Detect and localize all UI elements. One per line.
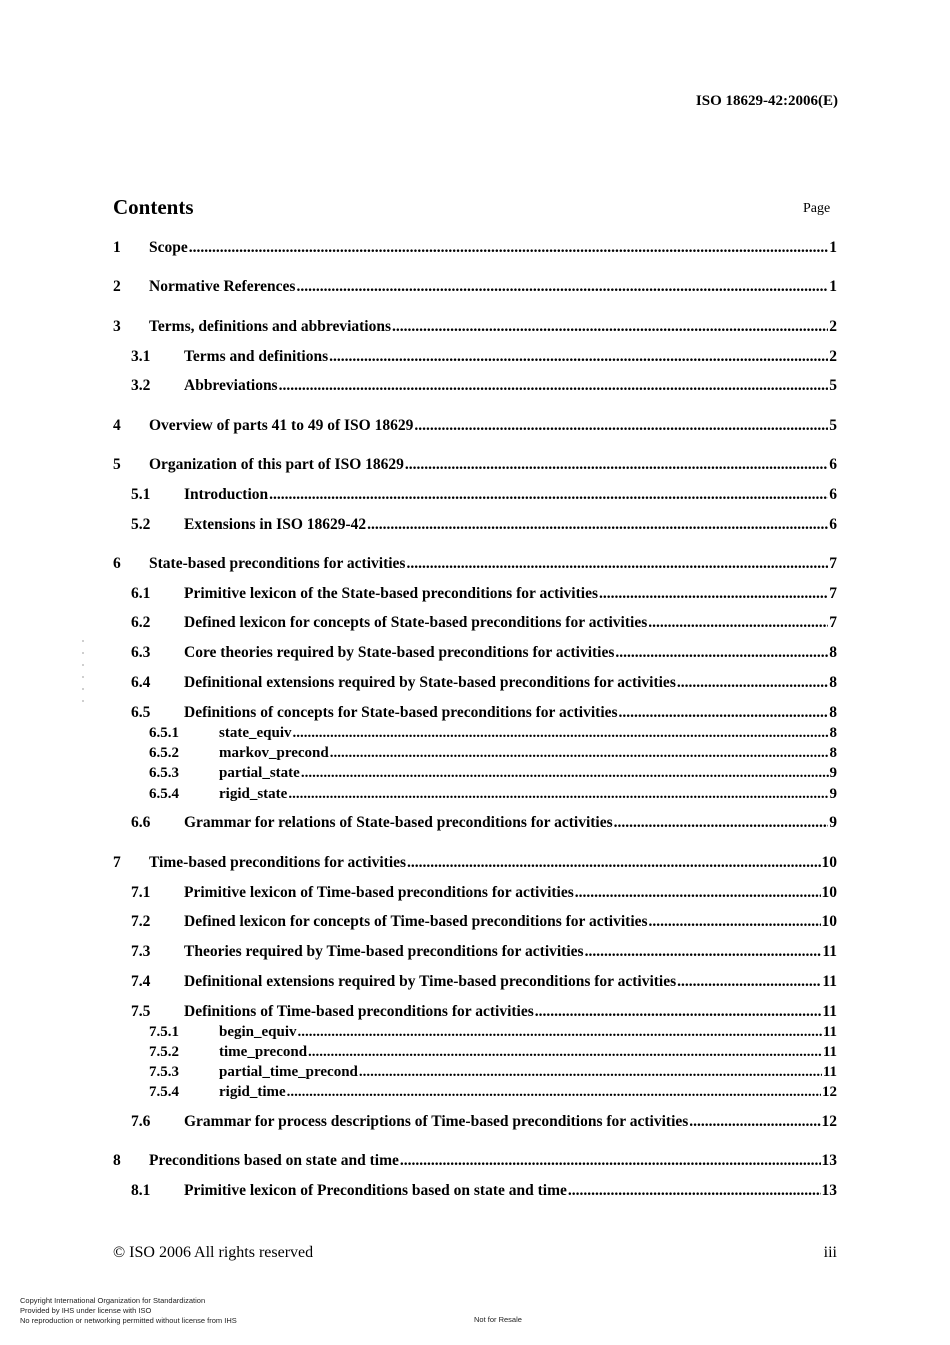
toc-dot-leader: [648, 613, 828, 633]
toc-entry-number: 6.6: [131, 814, 151, 831]
toc-dot-leader: [677, 673, 828, 693]
toc-entry-page: 5: [829, 377, 837, 394]
toc-entry-title: Abbreviations: [184, 377, 278, 394]
toc-entry[interactable]: [131, 347, 837, 367]
toc-entry-page: 10: [821, 884, 837, 901]
toc-dot-leader: [308, 1042, 822, 1062]
toc-entry-title: Definitional extensions required by Time-based preconditions for activities: [184, 973, 677, 990]
toc-entry[interactable]: [149, 1082, 837, 1102]
toc-entry-page: 9: [829, 765, 837, 781]
toc-entry-number: 7.2: [131, 913, 151, 930]
toc-dot-leader: [301, 763, 829, 783]
toc-dot-leader: [367, 515, 828, 535]
toc-entry[interactable]: [113, 317, 837, 337]
toc-entry-number: 4: [113, 417, 121, 434]
toc-entry-title: Grammar for relations of State-based preconditions for activities: [184, 814, 613, 831]
toc-entry-title: Scope: [149, 239, 188, 256]
toc-entry[interactable]: [131, 613, 837, 633]
footer-page-number: iii: [823, 1244, 837, 1261]
toc-entry-page: 1: [829, 278, 837, 295]
toc-entry-title: Primitive lexicon of Time-based preconditions for activities: [184, 884, 574, 901]
toc-entry-number: 6.5.4: [149, 786, 179, 802]
toc-entry-page: 9: [829, 814, 837, 831]
toc-dot-leader: [689, 1112, 820, 1132]
toc-entry-number: 7.4: [131, 973, 151, 990]
toc-entry-number: 6.5.1: [149, 725, 179, 741]
toc-entry-number: 7.1: [131, 884, 151, 901]
toc-entry-page: 2: [829, 348, 837, 365]
toc-dot-leader: [677, 972, 821, 992]
toc-entry[interactable]: [131, 584, 837, 604]
toc-entry-title: Primitive lexicon of Preconditions based on state and time: [184, 1182, 567, 1199]
toc-entry-page: 10: [821, 854, 837, 871]
toc-entry-title: begin_equiv: [219, 1024, 297, 1040]
toc-entry-number: 6.5.3: [149, 765, 179, 781]
toc-entry[interactable]: [131, 813, 837, 833]
toc-entry[interactable]: [131, 703, 837, 723]
toc-entry-number: 6.1: [131, 585, 151, 602]
toc-dot-leader: [329, 347, 828, 367]
toc-entry-page: 10: [821, 913, 837, 930]
toc-entry[interactable]: [149, 1042, 837, 1062]
toc-dot-leader: [330, 743, 829, 763]
toc-entry-title: partial_time_precond: [219, 1064, 358, 1080]
not-for-resale-notice: Not for Resale: [474, 1315, 522, 1324]
toc-entry[interactable]: [149, 723, 837, 743]
toc-entry[interactable]: [113, 277, 837, 297]
toc-entry-number: 6.4: [131, 674, 151, 691]
toc-entry-title: Overview of parts 41 to 49 of ISO 18629: [149, 417, 414, 434]
toc-entry-number: 3.1: [131, 348, 151, 365]
toc-entry-title: partial_state: [219, 765, 300, 781]
toc-entry[interactable]: [131, 515, 837, 535]
toc-entry-number: 7.6: [131, 1113, 151, 1130]
toc-entry[interactable]: [149, 1062, 837, 1082]
toc-dot-leader: [599, 584, 828, 604]
toc-entry[interactable]: [131, 942, 837, 962]
toc-entry-page: 11: [822, 1003, 837, 1020]
license-line: Provided by IHS under license with ISO: [20, 1306, 152, 1315]
toc-entry-title: Organization of this part of ISO 18629: [149, 456, 404, 473]
toc-dot-leader: [293, 723, 829, 743]
toc-entry-number: 7.5: [131, 1003, 151, 1020]
toc-entry[interactable]: [113, 853, 837, 873]
page-column-label: Page: [803, 201, 831, 216]
toc-entry[interactable]: [149, 1022, 837, 1042]
toc-entry-page: 8: [829, 725, 837, 741]
toc-entry-page: 13: [821, 1152, 837, 1169]
toc-dot-leader: [406, 554, 828, 574]
toc-entry-page: 1: [829, 239, 837, 256]
toc-entry[interactable]: [131, 1112, 837, 1132]
toc-dot-leader: [298, 1022, 822, 1042]
toc-entry-title: Definitional extensions required by State-based preconditions for activities: [184, 674, 676, 691]
toc-entry-title: Defined lexicon for concepts of State-based preconditions for activities: [184, 614, 648, 631]
toc-entry-page: 11: [822, 1064, 837, 1080]
toc-entry-page: 2: [829, 318, 837, 335]
toc-entry-title: Time-based preconditions for activities: [149, 854, 407, 871]
toc-dot-leader: [400, 1151, 821, 1171]
toc-entry-page: 11: [822, 943, 837, 960]
toc-entry-number: 6.5: [131, 704, 151, 721]
toc-entry[interactable]: [149, 743, 837, 763]
footer-copyright: © ISO 2006 All rights reserved: [113, 1244, 314, 1261]
toc-entry-number: 5: [113, 456, 121, 473]
toc-entry-title: Definitions of concepts for State-based preconditions for activities: [184, 704, 618, 721]
toc-entry-title: Preconditions based on state and time: [149, 1152, 399, 1169]
contents-title: Contents: [113, 195, 194, 219]
toc-entry-number: 7.5.2: [149, 1044, 179, 1060]
toc-dot-leader: [269, 485, 828, 505]
toc-entry[interactable]: [149, 763, 837, 783]
toc-entry-page: 8: [829, 674, 837, 691]
toc-entry-title: State-based preconditions for activities: [149, 555, 406, 572]
toc-entry[interactable]: [131, 912, 837, 932]
toc-entry-page: 8: [829, 704, 837, 721]
toc-entry-page: 11: [822, 1044, 837, 1060]
toc-entry-title: Introduction: [184, 486, 269, 503]
license-line: No reproduction or networking permitted without license from IHS: [20, 1316, 237, 1325]
toc-dot-leader: [649, 912, 821, 932]
toc-entry-number: 7.5.3: [149, 1064, 179, 1080]
toc-entry-number: 2: [113, 278, 121, 295]
toc-entry-page: 6: [829, 456, 837, 473]
toc-entry[interactable]: [131, 673, 837, 693]
license-line: Copyright International Organization for Standardization: [20, 1296, 206, 1305]
toc-entry[interactable]: [131, 485, 837, 505]
toc-entry[interactable]: [113, 238, 837, 258]
document-id: ISO 18629-42:2006(E): [695, 93, 838, 109]
toc-entry[interactable]: [131, 883, 837, 903]
toc-entry-title: markov_precond: [219, 745, 329, 761]
toc-dot-leader: [535, 1002, 822, 1022]
toc-entry-title: Grammar for process descriptions of Time-based preconditions for activities: [184, 1113, 689, 1130]
toc-dot-leader: [279, 376, 829, 396]
toc-entry-number: 3: [113, 318, 121, 335]
toc-dot-leader: [585, 942, 822, 962]
toc-entry-page: 12: [821, 1113, 837, 1130]
toc-entry-title: Terms and definitions: [184, 348, 329, 365]
toc-entry[interactable]: [131, 643, 837, 663]
toc-entry-title: Extensions in ISO 18629-42: [184, 516, 367, 533]
toc-dot-leader: [296, 277, 828, 297]
toc-entry-number: 7.5.4: [149, 1084, 179, 1100]
toc-entry-title: Definitions of Time-based preconditions for activities: [184, 1003, 534, 1020]
toc-entry-page: 8: [829, 745, 837, 761]
toc-entry-title: Primitive lexicon of the State-based preconditions for activities: [184, 585, 598, 602]
toc-entry-number: 7.3: [131, 943, 151, 960]
toc-dot-leader: [392, 317, 828, 337]
toc-dot-leader: [189, 238, 829, 258]
toc-entry[interactable]: [113, 455, 837, 475]
toc-entry-page: 6: [829, 516, 837, 533]
toc-entry-number: 7: [113, 854, 121, 871]
license-notice: [20, 1296, 237, 1326]
toc-entry-title: Defined lexicon for concepts of Time-based preconditions for activities: [184, 913, 648, 930]
toc-entry-page: 6: [829, 486, 837, 503]
toc-entry-page: 13: [821, 1182, 837, 1199]
toc-entry-number: 5.1: [131, 486, 151, 503]
toc-dot-leader: [619, 703, 829, 723]
toc-entry-number: 6.5.2: [149, 745, 179, 761]
toc-dot-leader: [405, 455, 828, 475]
toc-entry-page: 11: [822, 1024, 837, 1040]
toc-entry[interactable]: [131, 1181, 837, 1201]
toc-entry-number: 5.2: [131, 516, 151, 533]
toc-entry[interactable]: [149, 784, 837, 804]
toc-dot-leader: [287, 1082, 821, 1102]
toc-dot-leader: [614, 813, 829, 833]
toc-entry-page: 12: [822, 1084, 837, 1100]
toc-entry-number: 6.3: [131, 644, 151, 661]
toc-entry-page: 5: [829, 417, 837, 434]
toc-dot-leader: [288, 784, 828, 804]
toc-dot-leader: [568, 1181, 821, 1201]
toc-entry-title: Normative References: [149, 278, 296, 295]
toc-entry-page: 9: [829, 786, 837, 802]
toc-entry-page: 11: [822, 973, 837, 990]
side-margin-mark: [80, 640, 86, 740]
toc-dot-leader: [359, 1062, 822, 1082]
toc-entry-number: 6.2: [131, 614, 151, 631]
toc-entry[interactable]: [113, 416, 837, 436]
toc-entry[interactable]: [131, 376, 837, 396]
toc-dot-leader: [615, 643, 828, 663]
toc-dot-leader: [414, 416, 828, 436]
toc-entry-number: 1: [113, 239, 121, 256]
toc-dot-leader: [407, 853, 820, 873]
toc-entry-title: Theories required by Time-based preconditions for activities: [184, 943, 584, 960]
toc-dot-leader: [575, 883, 821, 903]
toc-entry-page: 7: [829, 614, 837, 631]
toc-entry-page: 8: [829, 644, 837, 661]
toc-entry-title: Core theories required by State-based preconditions for activities: [184, 644, 615, 661]
toc-entry-title: rigid_state: [219, 786, 288, 802]
toc-entry-number: 6: [113, 555, 121, 572]
toc-entry[interactable]: [131, 1002, 837, 1022]
toc-entry-title: state_equiv: [219, 725, 292, 741]
toc-entry-number: 3.2: [131, 377, 151, 394]
toc-entry-title: time_precond: [219, 1044, 308, 1060]
toc-entry-page: 7: [829, 585, 837, 602]
toc-entry-title: rigid_time: [219, 1084, 286, 1100]
toc-entry-page: 7: [829, 555, 837, 572]
toc-entry[interactable]: [131, 972, 837, 992]
toc-entry[interactable]: [113, 1151, 837, 1171]
toc-entry-title: Terms, definitions and abbreviations: [149, 318, 392, 335]
toc-entry-number: 7.5.1: [149, 1024, 179, 1040]
toc-entry-number: 8.1: [131, 1182, 151, 1199]
toc-entry-number: 8: [113, 1152, 121, 1169]
toc-entry[interactable]: [113, 554, 837, 574]
